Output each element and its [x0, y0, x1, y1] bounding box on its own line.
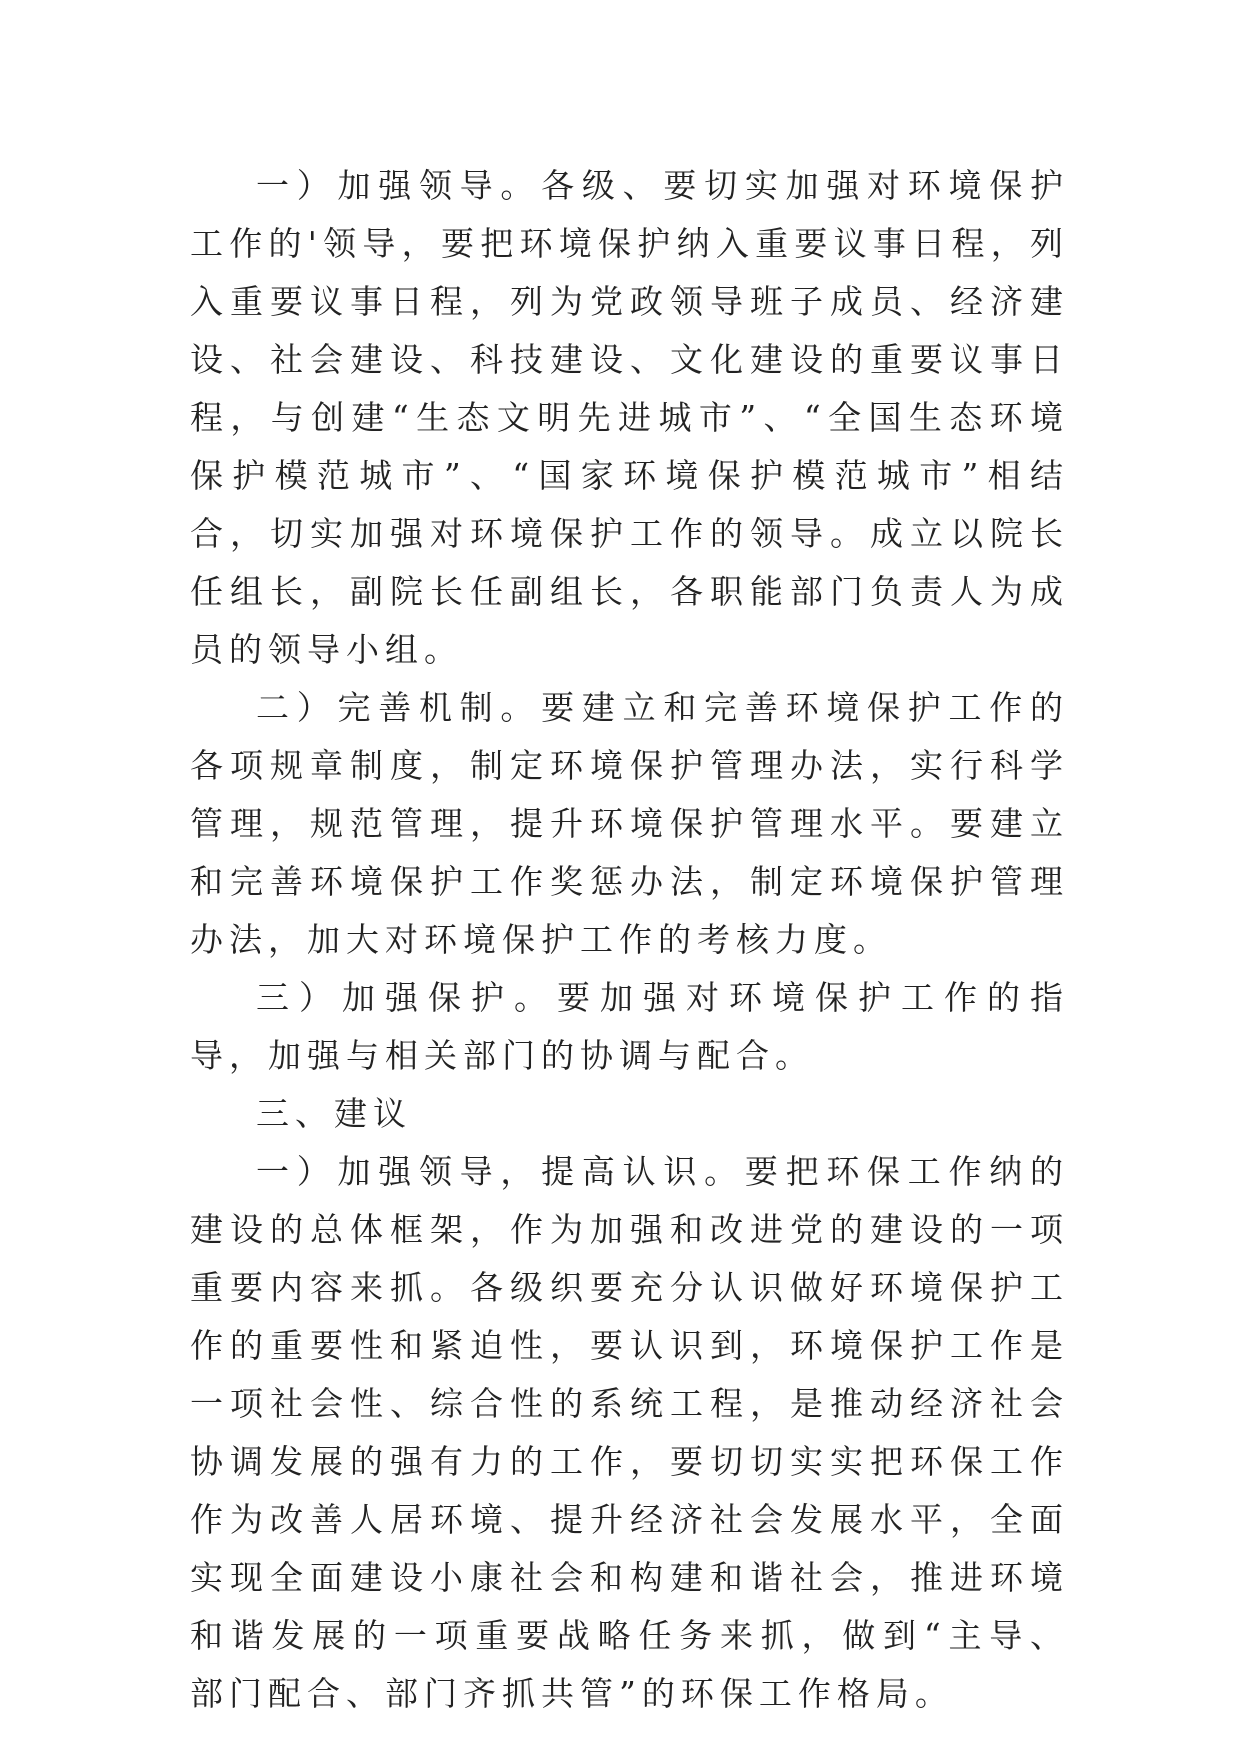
paragraph-raise-awareness: 一）加强领导，提高认识。要把环保工作纳的建设的总体框架，作为加强和改进党的建设的一项重要内容来抓。各级织要充分认识做好环境保护工作的重要性和紧迫性，要认识到，环境保护工作是一项社会性、综合性的系统工程，是推动经济社会协调发展的强有力的工作，要切切实实把环保工作作为改善人居环境、提升经济社会发展水平，全面实现全面建设小康社会和构建和谐社会，推进环境和谐发展的一项重要战略任务来抓，做到“主导、部门配合、部门齐抓共管”的环保工作格局。 [190, 1152, 1069, 1713]
paragraph-strengthen-protection: 三）加强保护。要加强对环境保护工作的指导，加强与相关部门的协调与配合。 [190, 978, 1069, 1075]
paragraph-improve-mechanism: 二）完善机制。要建立和完善环境保护工作的各项规章制度，制定环境保护管理办法，实行科学管理，规范管理，提升环境保护管理水平。要建立和完善环境保护工作奖惩办法，制定环境保护管理办法，加大对环境保护工作的考核力度。 [190, 688, 1069, 959]
section-heading-suggestions: 三、建议 [256, 1094, 412, 1133]
paragraph-strengthen-leadership: 一）加强领导。各级、要切实加强对环境保护工作的'领导，要把环境保护纳入重要议事日程，列入重要议事日程，列为党政领导班子成员、经济建设、社会建设、科技建设、文化建设的重要议事日程，与创建“生态文明先进城市”、“全国生态环境保护模范城市”、“国家环境保护模范城市”相结合，切实加强对环境保护工作的领导。成立以院长任组长，副院长任副组长，各职能部门负责人为成员的领导小组。 [190, 166, 1069, 669]
